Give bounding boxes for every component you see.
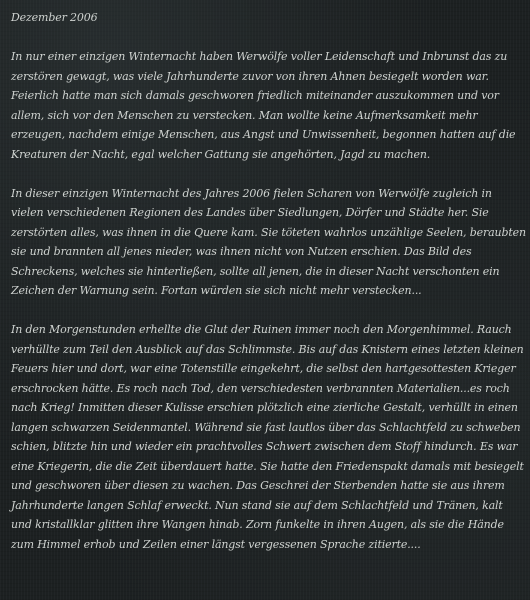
story-paragraph-3: In den Morgenstunden erhellte die Glut der Ruinen immer noch den Morgenhimmel. Rauch verhüllte zum Teil den Ausblick auf das Schlimmste. Bis auf das Knistern eines letzten kleinen Feuers hier und dort, war eine Totenstille eingekehrt, die selbst den hartgesottesten Krieger erschrocken hätte. Es roch nach Tod, den verschiedesten verbrannten Materialien...es roch nach Krieg! Inmitten dieser Kulisse erschien plötzlich eine zierliche Gestalt, verhüllt in einen langen schwarzen Seidenmantel. Während sie fast lautlos über das Schlachtfeld zu schweben schien, blitzte hin und wieder ein prachtvolles Schwert zwischen dem Stoff hindurch. Es war eine Kriegerin, die die Zeit überdauert hatte. Sie hatte den Friedenspakt damals mit besiegelt und geschworen über diesen zu wachen. Das Geschrei der Sterbenden hatte sie aus ihrem Jahrhunderte langen Schlaf erweckt. Nun stand sie auf dem Schlachtfeld und Tränen, kalt und kristallklar glitten ihre Wangen hinab. Zorn funkelte in ihren Augen, als sie die Hände zum Himmel erhob und Zeilen einer längst vergessenen Sprache zitierte.... [11,323,524,551]
story-paragraph-2: In dieser einzigen Winternacht des Jahres 2006 fielen Scharen von Werwölfe zugleich in vielen verschiedenen Regionen des Landes über Siedlungen, Dörfer und Städte her. Sie zerstörten alles, was ihnen in die Quere kam. Sie töteten wahrlos unzählige Seelen, beraubten sie und brannten all jenes nieder, was ihnen nicht von Nutzen erschien. Das Bild des Schreckens, welches sie hinterließen, sollte all jenen, die in dieser Nacht verschonten ein Zeichen der Warnung sein. Fortan würden sie sich nicht mehr verstecken... [11,186,526,297]
entry-date: Dezember 2006 [11,11,98,24]
story-paragraph-1: In nur einer einzigen Winternacht haben Werwölfe voller Leidenschaft und Inbrunst das zu zerstören gewagt, was viele Jahrhunderte zuvor von ihren Ahnen besiegelt worden war. Feierlich hatte man sich damals geschworen friedlich miteinander auszukommen und vor allem, sich vor den Menschen zu verstecken. Man wollte keine Aufmerksamkeit mehr erzeugen, nachdem einige Menschen, aus Angst und Unwissenheit, begonnen hatten auf die Kreaturen der Nacht, egal welcher Gattung sie angehörten, Jagd zu machen. [11,50,516,161]
